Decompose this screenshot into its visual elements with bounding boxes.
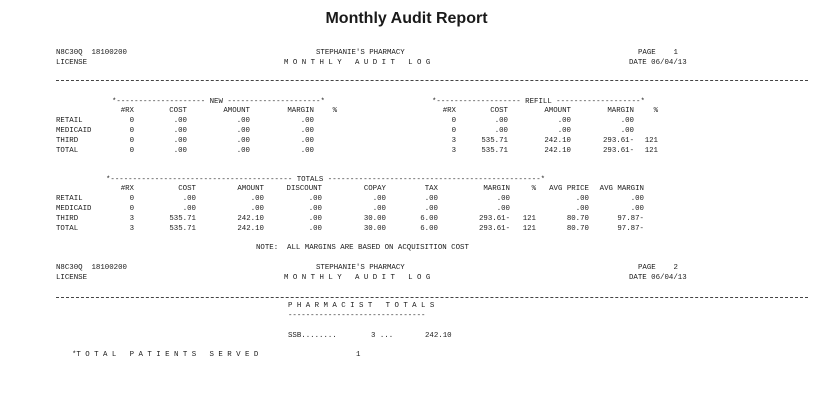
refill-column-header: AMOUNT	[544, 107, 571, 115]
totals-cell-rx: 3	[129, 215, 134, 223]
new-column-header: %	[332, 107, 337, 115]
new-cell-margin: .00	[300, 147, 314, 155]
totals-cell-tax: 6.00	[420, 215, 438, 223]
pharmacist-totals-heading: P H A R M A C I S T T O T A L S	[288, 302, 435, 310]
totals-cell-cost: .00	[182, 195, 196, 203]
totals-cell-avg-margin: 97.87-	[617, 215, 644, 223]
new-cell-rx: 0	[129, 117, 134, 125]
total-patients-value: 1	[356, 351, 361, 359]
refill-column-header: MARGIN	[607, 107, 634, 115]
totals-cell-cost: .00	[182, 205, 196, 213]
refill-cell-rx: 3	[451, 147, 456, 155]
new-column-header: COST	[169, 107, 187, 115]
refill-cell-amount: 242.10	[544, 147, 571, 155]
page2-page-number: PAGE 2	[638, 264, 678, 272]
new-row-label: MEDICAID	[56, 127, 92, 135]
totals-column-header: AVG MARGIN	[599, 185, 644, 193]
page1-code: N8C30Q 18100200	[56, 49, 127, 57]
totals-column-header: DISCOUNT	[286, 185, 322, 193]
totals-cell-discount: .00	[308, 205, 322, 213]
totals-cell-margin: 293.61-	[478, 215, 510, 223]
totals-cell-pct: 121	[522, 225, 536, 233]
new-cell-rx: 0	[129, 147, 134, 155]
totals-row-label: MEDICAID	[56, 205, 92, 213]
totals-column-header: MARGIN	[483, 185, 510, 193]
total-patients-label: *T O T A L P A T I E N T S S E R V E D	[72, 351, 259, 359]
new-cell-margin: .00	[300, 137, 314, 145]
new-cell-amount: .00	[236, 117, 250, 125]
page1-page-number: PAGE 1	[638, 49, 678, 57]
new-column-header: MARGIN	[287, 107, 314, 115]
totals-cell-tax: .00	[424, 205, 438, 213]
new-row-label: TOTAL	[56, 147, 79, 155]
page1-date: DATE 06/04/13	[629, 59, 687, 67]
totals-column-header: TAX	[424, 185, 438, 193]
totals-section-header: *----------------------------------------- TOTALS ------------------------------------------------*	[106, 176, 546, 184]
new-cell-cost: .00	[173, 137, 187, 145]
refill-cell-margin: .00	[620, 117, 634, 125]
refill-cell-cost: 535.71	[481, 147, 508, 155]
totals-cell-amount: .00	[250, 195, 264, 203]
totals-column-header: COPAY	[363, 185, 386, 193]
totals-cell-cost: 535.71	[169, 215, 196, 223]
margin-note: NOTE: ALL MARGINS ARE BASED ON ACQUISITION COST	[256, 244, 469, 252]
refill-column-header: COST	[490, 107, 508, 115]
new-section-header: *-------------------- NEW ---------------------*	[112, 98, 325, 106]
new-cell-rx: 0	[129, 137, 134, 145]
refill-column-header: %	[653, 107, 658, 115]
refill-cell-rx: 0	[451, 117, 456, 125]
page1-log-title: M O N T H L Y A U D I T L O G	[284, 59, 431, 67]
page1-license: LICENSE	[56, 59, 88, 67]
new-row-label: RETAIL	[56, 117, 83, 125]
totals-cell-margin: .00	[496, 195, 510, 203]
totals-row-label: THIRD	[56, 215, 79, 223]
totals-cell-copay: 30.00	[363, 215, 386, 223]
totals-cell-discount: .00	[308, 225, 322, 233]
refill-cell-rx: 0	[451, 127, 456, 135]
totals-cell-cost: 535.71	[169, 225, 196, 233]
totals-cell-avg-margin: 97.87-	[617, 225, 644, 233]
refill-cell-amount: .00	[557, 117, 571, 125]
totals-column-header: %	[531, 185, 536, 193]
totals-cell-amount: .00	[250, 205, 264, 213]
page2-log-title: M O N T H L Y A U D I T L O G	[284, 274, 431, 282]
totals-cell-copay: .00	[372, 205, 386, 213]
totals-cell-avg-price: 80.70	[566, 225, 589, 233]
new-row-label: THIRD	[56, 137, 79, 145]
totals-cell-amount: 242.10	[237, 225, 264, 233]
report-title: Monthly Audit Report	[325, 10, 488, 27]
refill-section-header: *------------------- REFILL -------------------*	[432, 98, 645, 106]
totals-column-header: COST	[178, 185, 196, 193]
totals-cell-avg-margin: .00	[630, 195, 644, 203]
page2-code: N8C30Q 18100200	[56, 264, 127, 272]
refill-cell-pct: 121	[644, 147, 658, 155]
totals-cell-margin: .00	[496, 205, 510, 213]
totals-row-label: RETAIL	[56, 195, 83, 203]
pharmacist-totals-underline: -------------------------------	[288, 312, 426, 320]
totals-cell-rx: 3	[129, 225, 134, 233]
totals-cell-discount: .00	[308, 195, 322, 203]
pharmacist-amount: 242.10	[425, 332, 452, 340]
totals-column-header: AMOUNT	[237, 185, 264, 193]
pharmacist-name: SSB........	[288, 332, 337, 340]
refill-column-header: #RX	[442, 107, 456, 115]
new-cell-amount: .00	[236, 147, 250, 155]
new-cell-cost: .00	[173, 147, 187, 155]
totals-cell-rx: 0	[129, 205, 134, 213]
refill-cell-cost: .00	[494, 127, 508, 135]
totals-column-header: #RX	[120, 185, 134, 193]
refill-cell-margin: .00	[620, 127, 634, 135]
page1-separator	[56, 80, 808, 81]
refill-cell-amount: 242.10	[544, 137, 571, 145]
totals-cell-copay: 30.00	[363, 225, 386, 233]
refill-cell-margin: 293.61-	[602, 147, 634, 155]
new-cell-rx: 0	[129, 127, 134, 135]
refill-cell-margin: 293.61-	[602, 137, 634, 145]
totals-cell-amount: 242.10	[237, 215, 264, 223]
page2-license: LICENSE	[56, 274, 88, 282]
pharmacist-count: 3 ...	[371, 332, 394, 340]
page2-date: DATE 06/04/13	[629, 274, 687, 282]
refill-cell-rx: 3	[451, 137, 456, 145]
totals-row-label: TOTAL	[56, 225, 79, 233]
refill-cell-cost: .00	[494, 117, 508, 125]
new-cell-margin: .00	[300, 117, 314, 125]
new-cell-cost: .00	[173, 117, 187, 125]
totals-cell-discount: .00	[308, 215, 322, 223]
new-cell-margin: .00	[300, 127, 314, 135]
new-cell-amount: .00	[236, 137, 250, 145]
totals-cell-margin: 293.61-	[478, 225, 510, 233]
new-cell-cost: .00	[173, 127, 187, 135]
totals-cell-copay: .00	[372, 195, 386, 203]
totals-column-header: AVG PRICE	[549, 185, 589, 193]
totals-cell-avg-price: .00	[575, 205, 589, 213]
page1-pharmacy-name: STEPHANIE'S PHARMACY	[316, 49, 405, 57]
refill-cell-pct: 121	[644, 137, 658, 145]
totals-cell-avg-price: .00	[575, 195, 589, 203]
totals-cell-pct: 121	[522, 215, 536, 223]
totals-cell-rx: 0	[129, 195, 134, 203]
totals-cell-avg-price: 80.70	[566, 215, 589, 223]
totals-cell-tax: 6.00	[420, 225, 438, 233]
refill-cell-cost: 535.71	[481, 137, 508, 145]
page2-separator	[56, 297, 808, 298]
totals-cell-tax: .00	[424, 195, 438, 203]
new-column-header: #RX	[120, 107, 134, 115]
new-column-header: AMOUNT	[223, 107, 250, 115]
page2-pharmacy-name: STEPHANIE'S PHARMACY	[316, 264, 405, 272]
totals-cell-avg-margin: .00	[630, 205, 644, 213]
new-cell-amount: .00	[236, 127, 250, 135]
refill-cell-amount: .00	[557, 127, 571, 135]
